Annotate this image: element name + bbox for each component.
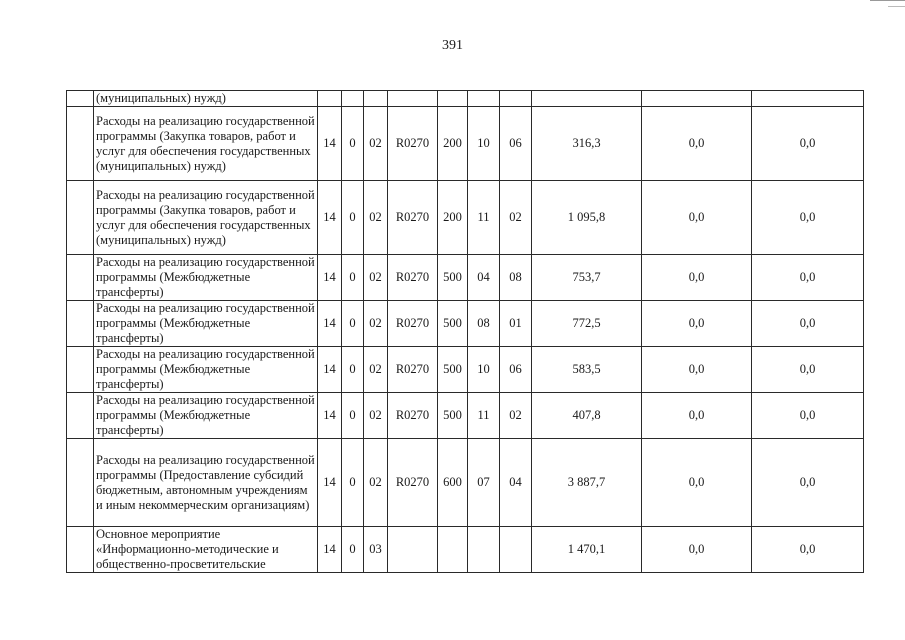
code-cell: R0270 <box>388 439 438 527</box>
code-cell: R0270 <box>388 181 438 255</box>
code-cell: 14 <box>318 527 342 573</box>
sum-cell: 1 095,8 <box>532 181 642 255</box>
code-cell: 0 <box>342 393 364 439</box>
sum-cell: 772,5 <box>532 301 642 347</box>
code-cell: 14 <box>318 439 342 527</box>
code-cell: R0270 <box>388 107 438 181</box>
code-cell: 02 <box>364 107 388 181</box>
code-cell: 14 <box>318 301 342 347</box>
row-name-cell: Расходы на реализацию государственной программы (Межбюджетные трансферты) <box>94 393 318 439</box>
code-cell <box>318 91 342 107</box>
sum-cell: 0,0 <box>642 301 752 347</box>
scan-edge-line <box>870 0 905 1</box>
code-cell: 0 <box>342 107 364 181</box>
code-cell: 14 <box>318 255 342 301</box>
row-name-cell: Расходы на реализацию государственной программы (Закупка товаров, работ и услуг для обеспечения государственных (муниципальных) нужд) <box>94 107 318 181</box>
row-margin-cell <box>67 301 94 347</box>
row-name-cell: Расходы на реализацию государственной программы (Межбюджетные трансферты) <box>94 347 318 393</box>
scan-edge-line <box>888 6 905 7</box>
table-body <box>67 91 864 573</box>
code-cell: 10 <box>468 107 500 181</box>
code-cell: 07 <box>468 439 500 527</box>
sum-cell: 1 470,1 <box>532 527 642 573</box>
code-cell: R0270 <box>388 393 438 439</box>
code-cell: 11 <box>468 393 500 439</box>
code-cell: 02 <box>364 181 388 255</box>
code-cell: R0270 <box>388 347 438 393</box>
code-cell: 14 <box>318 393 342 439</box>
sum-cell: 0,0 <box>642 393 752 439</box>
sum-cell: 0,0 <box>642 439 752 527</box>
sum-cell: 3 887,7 <box>532 439 642 527</box>
table-row <box>67 181 864 255</box>
row-margin-cell <box>67 181 94 255</box>
code-cell <box>342 91 364 107</box>
row-margin-cell <box>67 255 94 301</box>
code-cell: 500 <box>438 301 468 347</box>
sum-cell: 0,0 <box>752 181 864 255</box>
code-cell <box>364 91 388 107</box>
row-name-cell: Основное мероприятие «Информационно-методические и общественно-просветительские <box>94 527 318 573</box>
sum-cell: 0,0 <box>642 107 752 181</box>
row-name-cell: Расходы на реализацию государственной программы (Межбюджетные трансферты) <box>94 301 318 347</box>
row-margin-cell <box>67 347 94 393</box>
code-cell <box>388 91 438 107</box>
row-margin-cell <box>67 439 94 527</box>
code-cell: 02 <box>364 393 388 439</box>
code-cell: 500 <box>438 255 468 301</box>
sum-cell: 0,0 <box>752 107 864 181</box>
code-cell: R0270 <box>388 301 438 347</box>
code-cell: 08 <box>500 255 532 301</box>
sum-cell: 753,7 <box>532 255 642 301</box>
code-cell: 0 <box>342 439 364 527</box>
sum-cell <box>642 91 752 107</box>
code-cell: 0 <box>342 255 364 301</box>
table-row <box>67 255 864 301</box>
code-cell: 11 <box>468 181 500 255</box>
code-cell: 08 <box>468 301 500 347</box>
sum-cell: 0,0 <box>642 527 752 573</box>
code-cell: 14 <box>318 347 342 393</box>
row-margin-cell <box>67 393 94 439</box>
sum-cell: 0,0 <box>642 181 752 255</box>
code-cell: 14 <box>318 107 342 181</box>
code-cell: 200 <box>438 181 468 255</box>
code-cell: 06 <box>500 347 532 393</box>
sum-cell: 0,0 <box>752 439 864 527</box>
code-cell: 02 <box>364 301 388 347</box>
row-name-cell: Расходы на реализацию государственной программы (Закупка товаров, работ и услуг для обеспечения государственных (муниципальных) нужд) <box>94 181 318 255</box>
code-cell: 02 <box>364 255 388 301</box>
sum-cell <box>532 91 642 107</box>
sum-cell: 0,0 <box>752 301 864 347</box>
sum-cell: 0,0 <box>642 347 752 393</box>
code-cell <box>438 527 468 573</box>
code-cell: 04 <box>500 439 532 527</box>
table-row <box>67 91 864 107</box>
row-name-cell: Расходы на реализацию государственной программы (Межбюджетные трансферты) <box>94 255 318 301</box>
code-cell: 02 <box>364 439 388 527</box>
code-cell: 03 <box>364 527 388 573</box>
table-row <box>67 393 864 439</box>
sum-cell <box>752 91 864 107</box>
code-cell <box>388 527 438 573</box>
code-cell: 02 <box>500 181 532 255</box>
code-cell: 200 <box>438 107 468 181</box>
sum-cell: 0,0 <box>752 255 864 301</box>
page-number: 391 <box>442 38 463 53</box>
table-row <box>67 107 864 181</box>
table-row <box>67 301 864 347</box>
code-cell: R0270 <box>388 255 438 301</box>
code-cell: 500 <box>438 393 468 439</box>
sum-cell: 316,3 <box>532 107 642 181</box>
code-cell: 0 <box>342 181 364 255</box>
budget-table <box>66 90 864 573</box>
sum-cell: 0,0 <box>752 527 864 573</box>
row-name-cell: (муниципальных) нужд) <box>94 91 318 107</box>
table-row <box>67 439 864 527</box>
row-name-cell: Расходы на реализацию государственной программы (Предоставление субсидий бюджетным, автономным учреждениям и иным некоммерческим организациям) <box>94 439 318 527</box>
sum-cell: 0,0 <box>642 255 752 301</box>
code-cell: 600 <box>438 439 468 527</box>
code-cell <box>438 91 468 107</box>
sum-cell: 407,8 <box>532 393 642 439</box>
code-cell: 06 <box>500 107 532 181</box>
row-margin-cell <box>67 91 94 107</box>
sum-cell: 0,0 <box>752 347 864 393</box>
row-margin-cell <box>67 527 94 573</box>
code-cell: 0 <box>342 347 364 393</box>
code-cell <box>500 91 532 107</box>
code-cell <box>468 91 500 107</box>
code-cell <box>500 527 532 573</box>
code-cell: 14 <box>318 181 342 255</box>
table-row <box>67 347 864 393</box>
table-row <box>67 527 864 573</box>
code-cell: 01 <box>500 301 532 347</box>
sum-cell: 583,5 <box>532 347 642 393</box>
code-cell <box>468 527 500 573</box>
code-cell: 02 <box>364 347 388 393</box>
code-cell: 0 <box>342 301 364 347</box>
row-margin-cell <box>67 107 94 181</box>
code-cell: 10 <box>468 347 500 393</box>
code-cell: 02 <box>500 393 532 439</box>
sum-cell: 0,0 <box>752 393 864 439</box>
code-cell: 500 <box>438 347 468 393</box>
code-cell: 0 <box>342 527 364 573</box>
code-cell: 04 <box>468 255 500 301</box>
